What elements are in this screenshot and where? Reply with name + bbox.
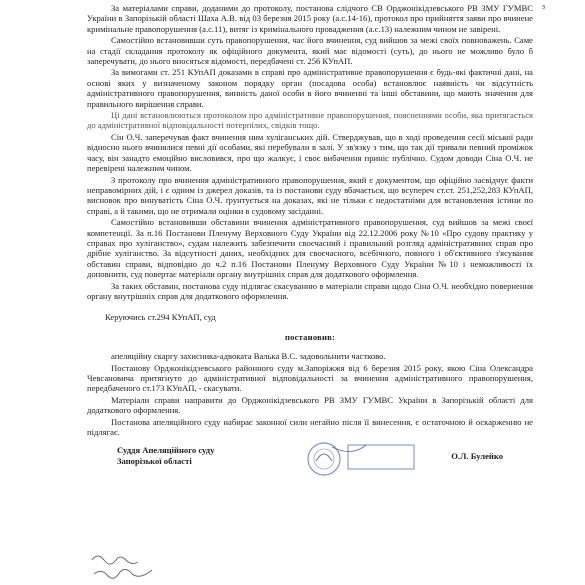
decision-paragraph-1: апеляційну скаргу захисника-адвоката Валька В.С. задовольнити частково. bbox=[111, 351, 386, 362]
paragraph-5: Сін О.Ч. заперечував факт вчинення ним хуліганських дій. Стверджував, що в ході проведення сесії міської ради відносно нього вчинялися певні дії особами, які перебували в залі. У зв'язку з тим, що так дії тривали певний проміжок часу, він занадто емоційно висловився, про що жалкує, і своє вибачення приніс публічно. Судом доводи Сіна О.Ч. не перевірені належним чином. bbox=[87, 131, 533, 174]
decision-heading: постановив: bbox=[284, 331, 335, 342]
paragraph-2: Самостійно встановивши суть правопорушення, час його вчинення, суд вийшов за межі своїх повноважень. Саме на стадії складання протоколу як офіційного документа, який має відомості (суть), до нього не можливо було б заперечувати, до нього вносяться відомості, передбачені ст. 256 КУпАП. bbox=[87, 35, 533, 67]
paragraph-6: З протоколу про вчинення адміністративного правопорушення, який є документом, що офіційно засвідчує факти неправомірних дій, і є одним із джерел доказів, та із постанови суду вбачається, що всупереч ст.ст. 251,252,283 КУпАП, висновок про винуватість Сіна О.Ч. ґрунтується на доказах, які не тільки є недостатніми для встановлення істини по справі, а й такими, що не отримали оцінки в судовому засіданні. bbox=[87, 174, 533, 216]
official-stamp bbox=[302, 439, 422, 477]
handwritten-note bbox=[88, 548, 168, 584]
judge-name: О.Л. Булейко bbox=[451, 451, 503, 462]
decision-paragraph-4: Постанова апеляційного суду набирає законної сили негайно після її винесення, є остаточною й оскарженню не підлягає. bbox=[87, 416, 533, 438]
decision-paragraph-2: Постанову Орджонікідзевського районного суду м.Запоріжжя від 6 березня 2015 року, якою Сіна Олександра Чевсановича притягнуто до адміністративної відповідальності за вчинення адміністративного правопорушення, передбаченого ст.173 КУпАП, - скасувати. bbox=[87, 362, 533, 394]
judge-title-line-1: Суддя Апеляційного суду bbox=[117, 445, 215, 456]
guided-by-line: Керуючись ст.294 КУпАП, суд bbox=[105, 312, 216, 323]
paragraph-7: Самостійно встановивши обставини вчинення адміністративного правопорушення, суд вийшов за межі своєї компетенції. За п.16 Постанови Пленуму Верховного Суду України від 22.12.2006 року №10 «Про судову практику у справах про хуліганство», судам належить забезпечити своєчасний і правильний розгляд адміністративних справ про дрібне хуліганство. За відсутності даних, необхідних для своєчасного, всебічного, повного і об'єктивного з'ясування обставин справи, відповідно до ч.2 п.16 Постанови Пленуму Верховного Суду України №10 і неможливості їх доповнити, суд повертає матеріали органу внутрішніх справ для додаткового оформлення. bbox=[87, 217, 533, 280]
paragraph-4: Ці дані встановлюються протоколом про адміністративне правопорушення, поясненнями особи, яка притягається до адміністративної відповідальності потерпілих, свідків тощо. bbox=[87, 110, 533, 131]
judge-title bbox=[117, 445, 214, 467]
paragraph-3: За вимогами ст. 251 КУпАП доказами в справі про адміністративне правопорушення є будь-які фактичні дані, на основі яких у визначеному законом порядку орган (посадова особа) встановлює наявність чи відсутність адміністративного правопорушення, винність даної особи в його вчиненні та інші обставини, що мають значення для правильного вирішення справи. bbox=[87, 67, 533, 109]
signature-block bbox=[87, 445, 533, 475]
page-number: з bbox=[541, 2, 545, 11]
judge-title-line-2: Запорізької області bbox=[117, 456, 192, 467]
decision-paragraph-3: Матеріали справи направити до Орджонікідзевського РВ ЗМУ ГУМВС України в Запорізькій області для додаткового оформлення. bbox=[87, 394, 533, 416]
paragraph-1: За матеріалами справи, доданими до протоколу, постанова слідчого СВ Орджонікідзевського РВ ЗМУ ГУМВС України в Запорізькій області Шаха А.В. від 03 березня 2015 року (а.с.14-16), протокол про прийняття заяви про вчинене кримінальне правопорушення (а.с.11), витяг із кримінального провадження (а.с.13) належним чином не завірені. bbox=[87, 3, 533, 34]
paragraph-8: За таких обставин, постанова суду підлягає скасуванню в матеріали справи щодо Сіна О.Ч. необхідно повернення органу внутрішніх справ для додаткового оформлення. bbox=[87, 280, 533, 301]
